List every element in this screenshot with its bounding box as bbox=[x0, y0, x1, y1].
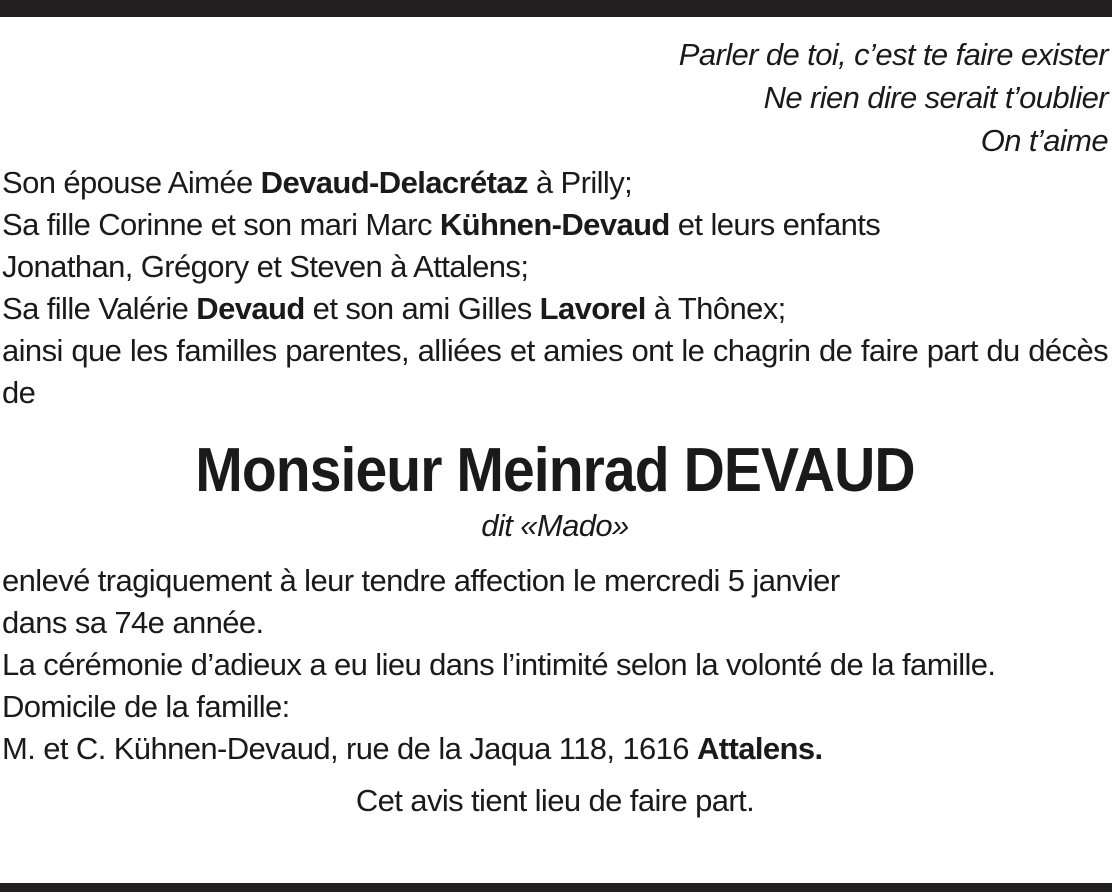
daughter2-suffix: à Thônex; bbox=[645, 291, 786, 326]
verse-line-2: Ne rien dire serait t’oublier bbox=[763, 80, 1108, 115]
verse-line-3: On t’aime bbox=[980, 123, 1108, 158]
daughter1-name: Kühnen-Devaud bbox=[439, 207, 670, 242]
top-border-bar bbox=[0, 0, 1112, 17]
daughter2-name: Devaud bbox=[196, 291, 305, 326]
family-line-wife bbox=[2, 162, 1108, 204]
deceased-nickname: dit «Mado» bbox=[481, 508, 629, 543]
address-prefix: M. et C. Kühnen-Devaud, rue de la Jaqua 118, 1616 bbox=[2, 731, 697, 766]
death-line: enlevé tragiquement à leur tendre affection le mercredi 5 janvier bbox=[2, 563, 840, 598]
daughter1-suffix: et leurs enfants bbox=[669, 207, 881, 242]
family-line-daughter2 bbox=[2, 288, 1108, 330]
death-notice bbox=[2, 33, 1108, 822]
daughter2-prefix: Sa fille Valérie bbox=[2, 291, 197, 326]
family-line-grandchildren: Jonathan, Grégory et Steven à Attalens; bbox=[2, 249, 529, 284]
wife-suffix: à Prilly; bbox=[527, 165, 633, 200]
bottom-border-bar bbox=[0, 883, 1112, 892]
notice-details bbox=[2, 560, 1108, 770]
family-list bbox=[2, 162, 1108, 414]
daughter1-prefix: Sa fille Corinne et son mari Marc bbox=[2, 207, 440, 242]
age-line: dans sa 74e année. bbox=[2, 605, 264, 640]
closing-note: Cet avis tient lieu de faire part. bbox=[355, 783, 755, 818]
verse-line-1: Parler de toi, c’est te faire exister bbox=[678, 37, 1108, 72]
wife-prefix: Son épouse Aimée bbox=[2, 165, 261, 200]
family-line-daughter1 bbox=[2, 204, 1108, 246]
domicile-label: Domicile de la famille: bbox=[2, 689, 290, 724]
deceased-name: Monsieur Meinrad DEVAUD bbox=[195, 436, 915, 505]
wife-name: Devaud-Delacrétaz bbox=[260, 165, 528, 200]
address-town: Attalens. bbox=[696, 731, 823, 766]
epigraph-verse bbox=[2, 33, 1108, 162]
address-line bbox=[2, 728, 1108, 770]
announcement-text: ainsi que les familles parentes, alliées et amies ont le chagrin de faire part du décès de bbox=[2, 333, 1108, 410]
daughter2-middle: et son ami Gilles bbox=[304, 291, 540, 326]
daughter2-partner: Lavorel bbox=[539, 291, 646, 326]
ceremony-text: La cérémonie d’adieux a eu lieu dans l’intimité selon la volonté de la famille. bbox=[2, 647, 996, 682]
